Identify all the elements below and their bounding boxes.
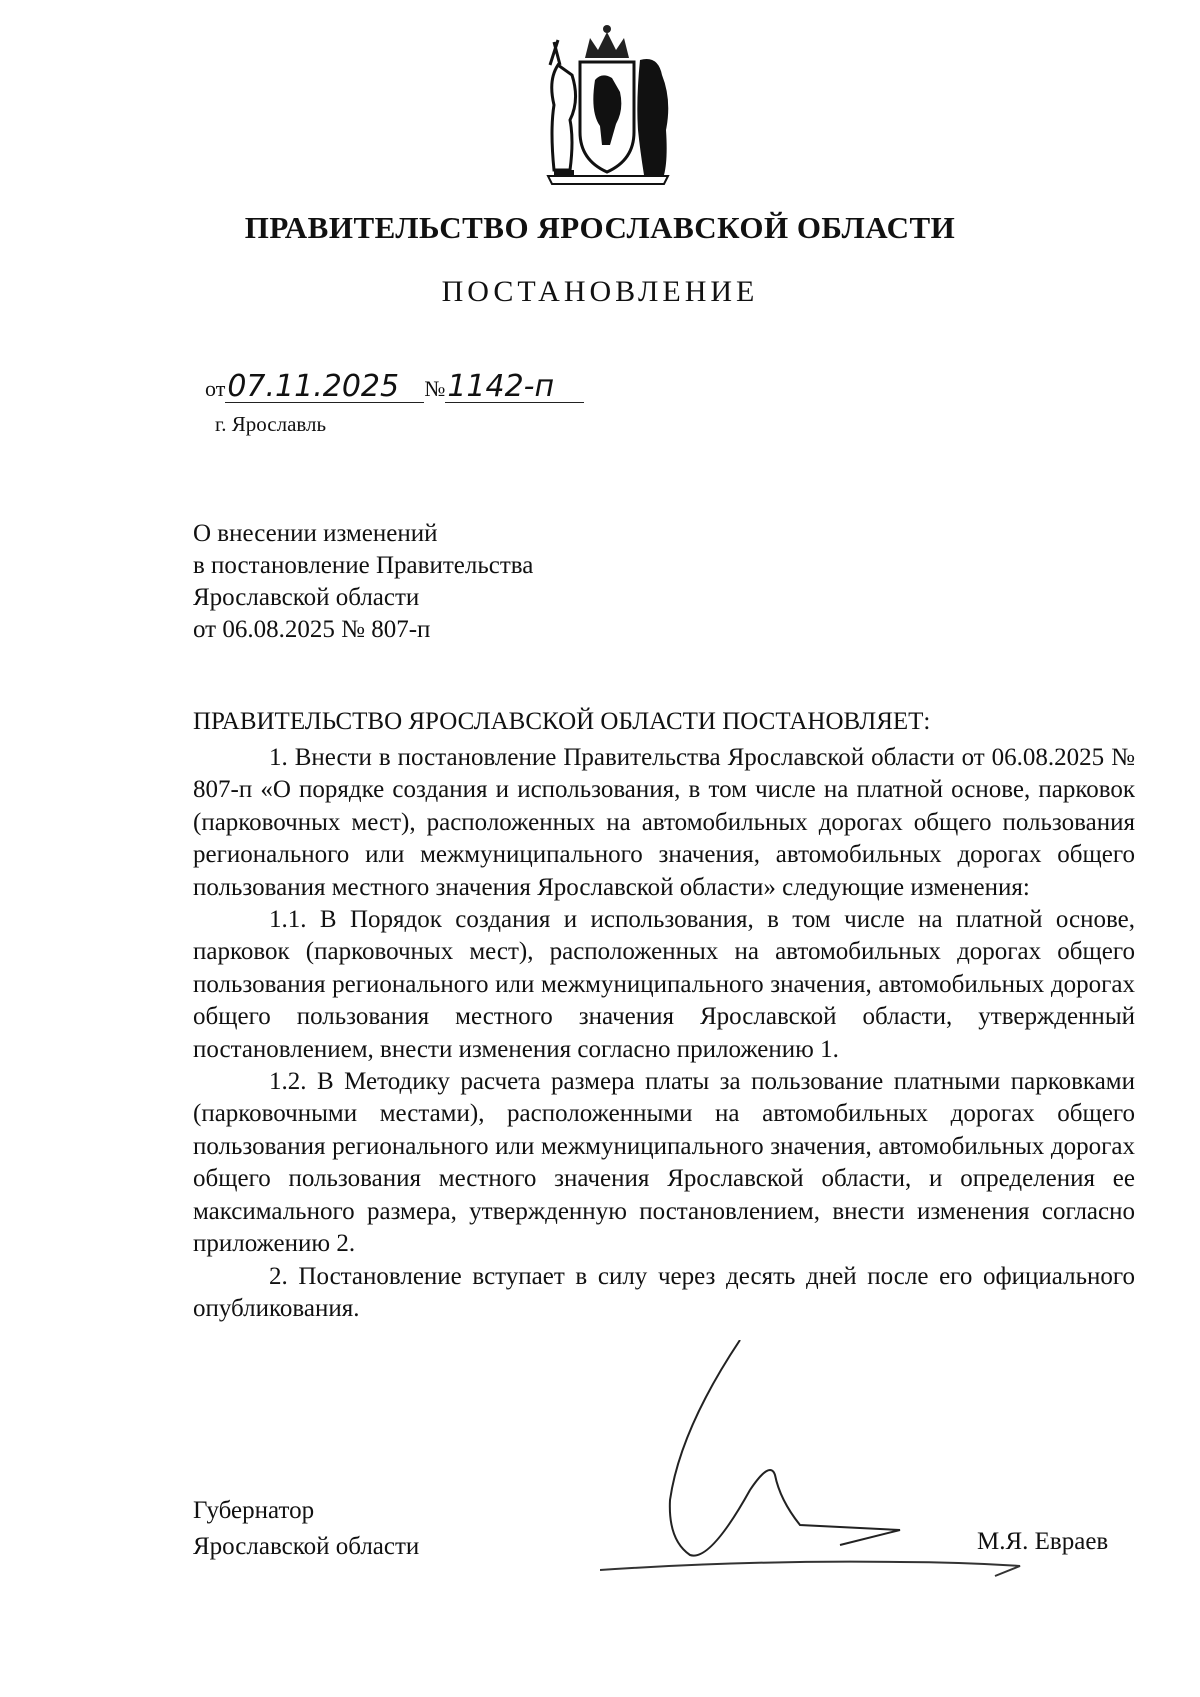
handwritten-signature [600,1340,1030,1610]
paragraph: 1. Внести в постановление Правительства Ярославской области от 06.08.2025 № 807-п «О порядке создания и использования, в том числе на платной основе, парковок (парковочных мест), расположенных на автомобильных дорогах общего пользования регионального или межмуниципального значения, автомобильных дорогах общего пользования местного значения Ярославской области» следующие изменения: [193,744,1135,901]
document-type: ПОСТАНОВЛЕНИЕ [441,275,759,308]
subject-line: Ярославской области [193,584,420,611]
position-line: Ярославской области [193,1533,420,1560]
document-date-number [205,369,584,404]
coat-of-arms-icon [540,20,675,190]
document-subject [193,518,533,646]
document-body [193,742,1135,1325]
signatory-position [193,1493,419,1565]
paragraph: 1.2. В Методику расчета размера платы за пользование платными парковками (парковочными местами), расположенными на автомобильных дорогах общего пользования регионального или межмуниципального значения, автомобильных дорогах общего пользования местного значения Ярославской области, и определения ее максимального размера, утвержденную постановлением, внести изменения согласно приложению 2. [193,1068,1135,1258]
paragraph: 1.1. В Порядок создания и использования, в том числе на платной основе, парковок (парковочных мест), расположенных на автомобильных дорогах общего пользования регионального или межмуниципального значения, автомобильных дорогах общего пользования местного значения Ярославской области, утвержденный постановлением, внести изменения согласно приложению 1. [193,906,1135,1063]
subject-line: в постановление Правительства [193,552,534,579]
subject-line: от 06.08.2025 № 807-п [193,616,431,643]
signatory-name: М.Я. Евраев [977,1528,1109,1555]
document-number: 1142-п [445,372,584,403]
document-date: 07.11.2025 [225,372,424,403]
decree-heading: ПРАВИТЕЛЬСТВО ЯРОСЛАВСКОЙ ОБЛАСТИ ПОСТАНОВЛЯЕТ: [193,708,931,735]
position-line: Губернатор [193,1497,315,1524]
number-prefix: № [424,376,446,401]
city: г. Ярославль [215,412,327,436]
subject-line: О внесении изменений [193,520,438,547]
paragraph: 2. Постановление вступает в силу через десять дней после его официального опубликования. [193,1262,1135,1322]
government-title: ПРАВИТЕЛЬСТВО ЯРОСЛАВСКОЙ ОБЛАСТИ [244,210,956,245]
date-prefix: от [205,376,226,401]
